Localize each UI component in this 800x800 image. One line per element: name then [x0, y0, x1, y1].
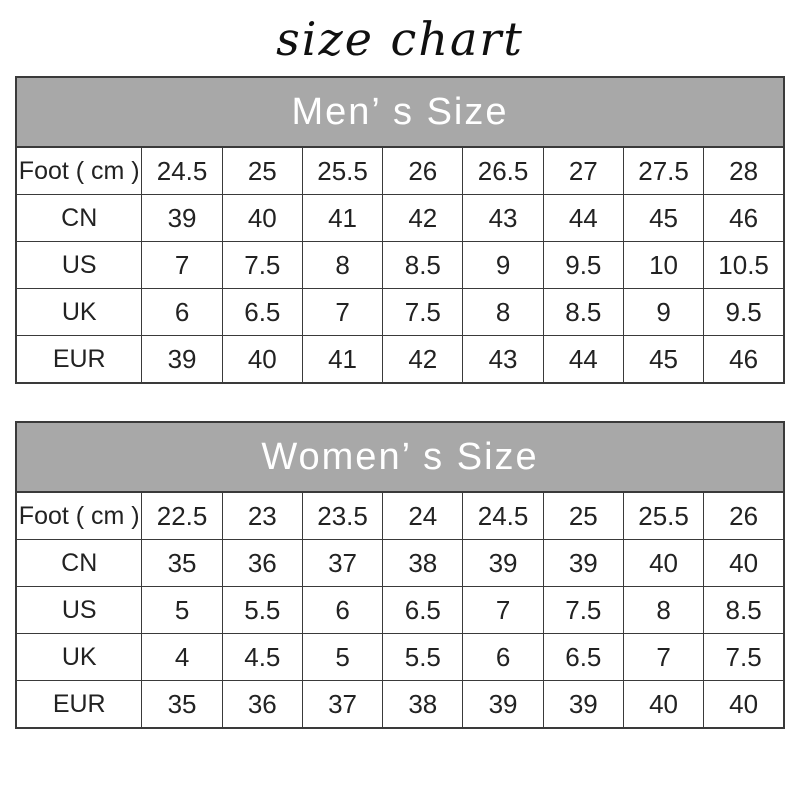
- table-cell: 7: [463, 587, 543, 634]
- row-header: CN: [16, 540, 142, 587]
- table-cell: 35: [142, 681, 222, 729]
- table-cell: 23.5: [302, 492, 382, 540]
- table-cell: 8: [463, 289, 543, 336]
- table-cell: 8: [623, 587, 703, 634]
- table-cell: 43: [463, 195, 543, 242]
- table-cell: 7: [302, 289, 382, 336]
- table-cell: 40: [704, 681, 784, 729]
- table-cell: 23: [222, 492, 302, 540]
- table-cell: 10.5: [704, 242, 784, 289]
- table-cell: 7.5: [222, 242, 302, 289]
- table-cell: 4: [142, 634, 222, 681]
- table-row: [16, 147, 784, 195]
- table-cell: 6: [302, 587, 382, 634]
- page-title: size chart: [276, 12, 524, 66]
- table-cell: 9.5: [543, 242, 623, 289]
- table-cell: 39: [142, 195, 222, 242]
- table-cell: 8.5: [704, 587, 784, 634]
- table-cell: 8.5: [543, 289, 623, 336]
- table-cell: 41: [302, 336, 382, 384]
- table-cell: 5.5: [222, 587, 302, 634]
- table-cell: 9.5: [704, 289, 784, 336]
- table-cell: 36: [222, 681, 302, 729]
- row-header: UK: [16, 289, 142, 336]
- row-header: CN: [16, 195, 142, 242]
- row-header: EUR: [16, 681, 142, 729]
- table-cell: 5.5: [383, 634, 463, 681]
- table-cell: 25: [222, 147, 302, 195]
- table-cell: 39: [142, 336, 222, 384]
- table-cell: 25.5: [623, 492, 703, 540]
- table-title-banner: Women’ s Size: [16, 422, 784, 492]
- table-cell: 46: [704, 195, 784, 242]
- table-cell: 35: [142, 540, 222, 587]
- row-header: Foot ( cm ): [16, 492, 142, 540]
- table-cell: 26.5: [463, 147, 543, 195]
- table-cell: 39: [543, 540, 623, 587]
- table-cell: 39: [463, 681, 543, 729]
- table-row: [16, 195, 784, 242]
- table-cell: 46: [704, 336, 784, 384]
- table-header-row: [16, 422, 784, 492]
- table-cell: 5: [302, 634, 382, 681]
- table-row: [16, 540, 784, 587]
- table-cell: 45: [623, 195, 703, 242]
- table-cell: 24.5: [463, 492, 543, 540]
- table-cell: 40: [623, 540, 703, 587]
- table-cell: 44: [543, 336, 623, 384]
- table-cell: 24: [383, 492, 463, 540]
- table-cell: 41: [302, 195, 382, 242]
- table-cell: 40: [222, 336, 302, 384]
- table-title-banner: Men’ s Size: [16, 77, 784, 147]
- size-table: [15, 421, 785, 729]
- table-cell: 8: [302, 242, 382, 289]
- table-cell: 9: [623, 289, 703, 336]
- table-cell: 42: [383, 336, 463, 384]
- table-cell: 7: [142, 242, 222, 289]
- size-table: [15, 76, 785, 384]
- table-row: [16, 634, 784, 681]
- table-cell: 26: [704, 492, 784, 540]
- row-header: US: [16, 587, 142, 634]
- table-cell: 42: [383, 195, 463, 242]
- table-cell: 4.5: [222, 634, 302, 681]
- table-cell: 40: [623, 681, 703, 729]
- table-cell: 24.5: [142, 147, 222, 195]
- table-cell: 6.5: [543, 634, 623, 681]
- table-cell: 25.5: [302, 147, 382, 195]
- table-cell: 22.5: [142, 492, 222, 540]
- table-cell: 40: [704, 540, 784, 587]
- row-header: EUR: [16, 336, 142, 384]
- table-cell: 7.5: [383, 289, 463, 336]
- table-row: [16, 289, 784, 336]
- table-cell: 6.5: [222, 289, 302, 336]
- table-cell: 10: [623, 242, 703, 289]
- table-cell: 6: [463, 634, 543, 681]
- table-cell: 7.5: [704, 634, 784, 681]
- table-cell: 26: [383, 147, 463, 195]
- table-cell: 6.5: [383, 587, 463, 634]
- table-cell: 38: [383, 681, 463, 729]
- row-header: US: [16, 242, 142, 289]
- table-cell: 9: [463, 242, 543, 289]
- table-cell: 38: [383, 540, 463, 587]
- table-body: [16, 492, 784, 728]
- table-body: [16, 147, 784, 383]
- table-cell: 37: [302, 540, 382, 587]
- table-cell: 8.5: [383, 242, 463, 289]
- row-header: Foot ( cm ): [16, 147, 142, 195]
- table-cell: 27.5: [623, 147, 703, 195]
- table-cell: 40: [222, 195, 302, 242]
- table-cell: 27: [543, 147, 623, 195]
- table-cell: 7: [623, 634, 703, 681]
- table-cell: 36: [222, 540, 302, 587]
- row-header: UK: [16, 634, 142, 681]
- table-cell: 39: [463, 540, 543, 587]
- table-cell: 25: [543, 492, 623, 540]
- table-row: [16, 492, 784, 540]
- table-cell: 37: [302, 681, 382, 729]
- table-cell: 39: [543, 681, 623, 729]
- table-row: [16, 587, 784, 634]
- table-row: [16, 681, 784, 729]
- table-cell: 5: [142, 587, 222, 634]
- table-row: [16, 242, 784, 289]
- table-cell: 43: [463, 336, 543, 384]
- tables-container: [0, 76, 800, 729]
- table-cell: 28: [704, 147, 784, 195]
- table-header-row: [16, 77, 784, 147]
- table-row: [16, 336, 784, 384]
- table-cell: 6: [142, 289, 222, 336]
- table-cell: 44: [543, 195, 623, 242]
- table-cell: 45: [623, 336, 703, 384]
- table-cell: 7.5: [543, 587, 623, 634]
